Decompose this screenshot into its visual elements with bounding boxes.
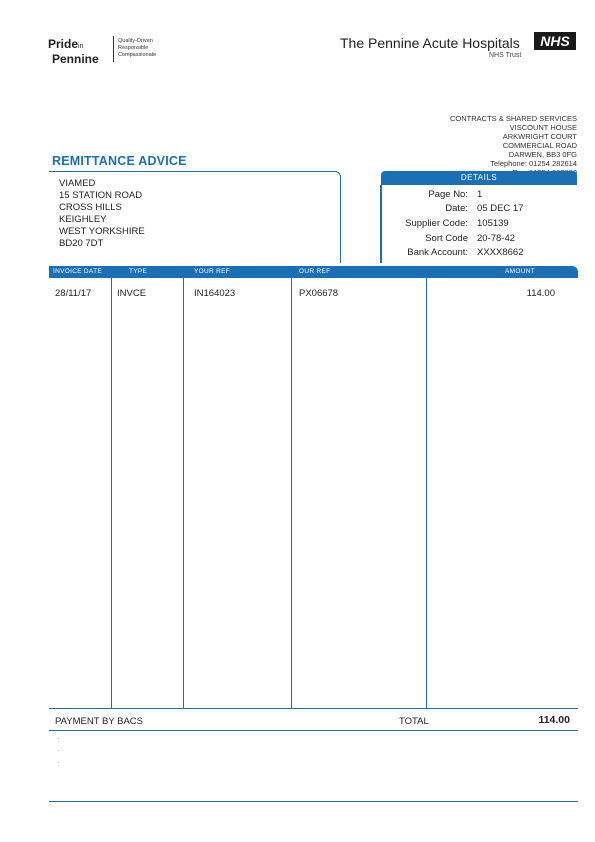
sender-address-line: Telephone: 01254 282614: [490, 159, 577, 168]
table-cell-our-ref: PX06678: [299, 288, 339, 299]
table-cell-your-ref: IN164023: [194, 288, 236, 299]
column-divider: [426, 278, 427, 708]
table-cell-amount: 114.00: [526, 288, 555, 299]
details-label: Page No:: [428, 189, 468, 200]
sender-address-line: DARWEN, BB3 0FG: [508, 150, 577, 159]
footer-dot: .: [58, 735, 60, 741]
supplier-address-line: BD20 7DT: [59, 238, 104, 249]
logo-divider: [113, 36, 114, 62]
sender-address-line: ARKWRIGHT COURT: [502, 132, 577, 141]
details-value: 1: [477, 189, 483, 200]
column-header-amount: AMOUNT: [505, 268, 535, 275]
supplier-address-line: KEIGHLEY: [59, 214, 107, 225]
total-rule: [49, 730, 578, 731]
total-value: 114.00: [538, 714, 570, 726]
details-value: XXXX8662: [477, 247, 524, 258]
table-bottom-rule: [49, 708, 578, 709]
logo-value: Compassionate: [118, 52, 157, 58]
details-label: Date:: [445, 203, 468, 214]
sender-address-line: CONTRACTS & SHARED SERVICES: [450, 114, 577, 123]
supplier-address-line: 15 STATION ROAD: [59, 190, 143, 201]
column-header-type: TYPE: [129, 268, 148, 275]
table-cell-type: INVCE: [117, 288, 147, 299]
details-value: 05 DEC 17: [477, 203, 524, 214]
details-value: 105139: [477, 218, 509, 229]
nhs-logo: NHS: [534, 32, 576, 50]
supplier-address: [59, 178, 145, 250]
logo-value: Responsible: [118, 45, 149, 51]
logo-value: Quality-Driven: [118, 38, 153, 44]
details-value: 20-78-42: [477, 233, 516, 244]
supplier-address-line: WEST YORKSHIRE: [59, 226, 145, 237]
details-row: [380, 247, 580, 261]
supplier-address-line: CROSS HILLS: [59, 202, 122, 213]
details-row: [380, 189, 580, 203]
logo-values: [118, 38, 156, 59]
trust-name: The Pennine Acute Hospitals: [340, 35, 520, 51]
column-divider: [111, 278, 112, 708]
sender-address-line: VISCOUNT HOUSE: [509, 123, 577, 132]
footer-dot: .: [58, 747, 60, 753]
sender-address-line: COMMERCIAL ROAD: [502, 141, 577, 150]
footer-dot: .: [58, 759, 60, 765]
details-row: [380, 218, 580, 232]
payment-method: PAYMENT BY BACS: [55, 716, 143, 727]
details-label: Supplier Code:: [405, 218, 468, 229]
nhs-trust-label: NHS Trust: [489, 52, 522, 59]
column-divider: [183, 278, 184, 708]
page-title: REMITTANCE ADVICE: [52, 154, 187, 168]
supplier-address-line: VIAMED: [59, 178, 96, 189]
details-row: [380, 233, 580, 247]
column-header-your-ref: YOUR REF: [194, 268, 230, 275]
table-cell-invoice-date: 28/11/17: [55, 288, 92, 299]
column-header-our-ref: OUR REF: [299, 268, 331, 275]
total-label: TOTAL: [399, 716, 429, 727]
column-divider: [291, 278, 292, 708]
page-bottom-rule: [49, 801, 578, 802]
sender-address: [450, 114, 577, 177]
logo-pride-word: Pride: [48, 37, 79, 51]
logo-in-word: in: [78, 43, 84, 50]
column-header-invoice-date: INVOICE DATE: [53, 268, 102, 275]
details-label: Bank Account:: [407, 247, 468, 258]
details-row: [380, 203, 580, 217]
details-label: Sort Code: [425, 233, 468, 244]
details-heading: DETAILS: [381, 171, 577, 185]
logo-pennine-word: Pennine: [52, 52, 99, 66]
pride-in-pennine-logo: [48, 38, 99, 65]
